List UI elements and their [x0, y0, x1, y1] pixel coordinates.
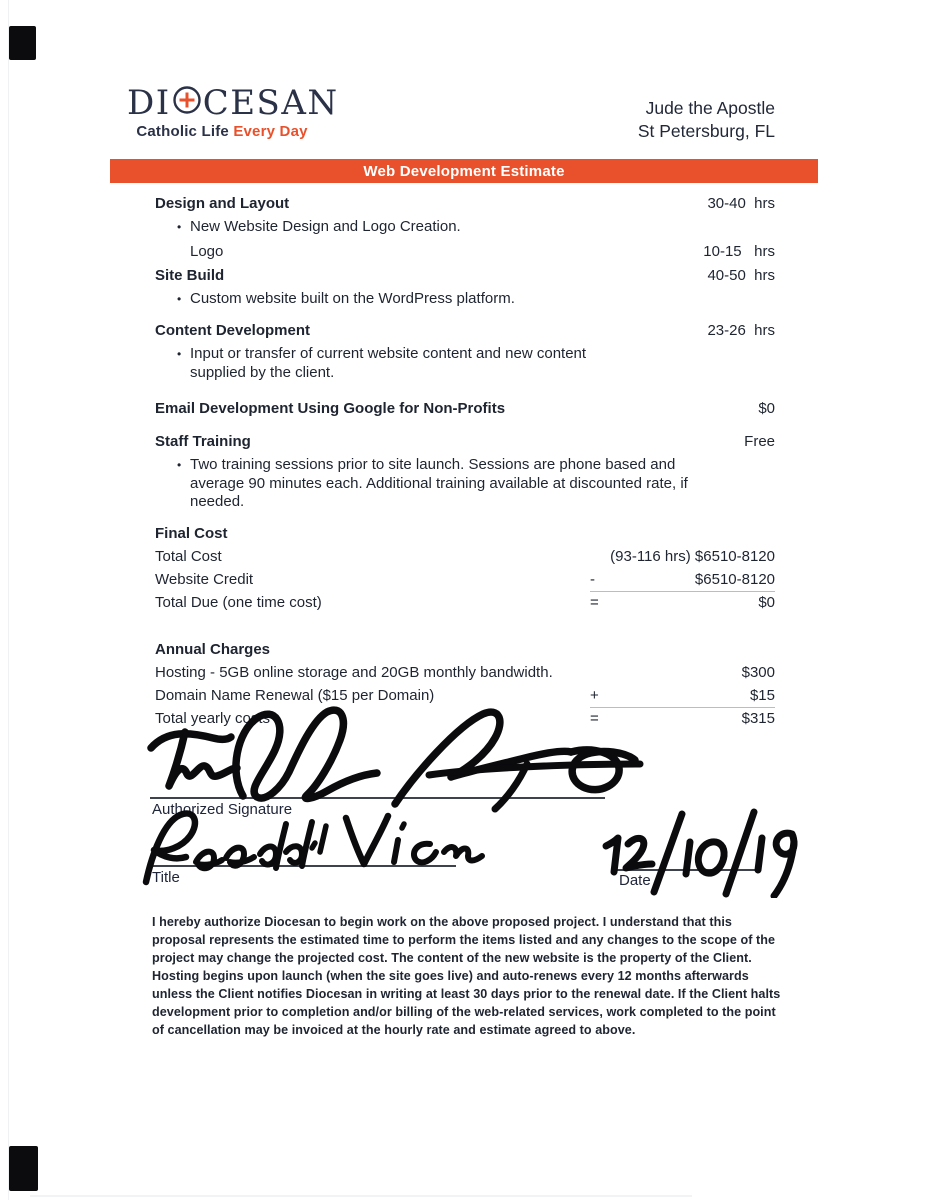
scan-edge-line — [8, 0, 9, 1200]
row-value: $315 — [741, 709, 775, 727]
bullet-list — [155, 216, 775, 240]
operator-symbol: + — [590, 686, 599, 704]
bullet-list — [155, 343, 775, 385]
scan-corner-mark-top — [9, 26, 36, 60]
operator-symbol: = — [590, 709, 599, 727]
authorization-terms: I hereby authorize Diocesan to begin work on the above proposed project. I understand that this proposal represents the estimated time to perform the items listed and any changes to the scope of the project may change the projected cost. The content of the new website is the property of the Client. Hosting begins upon launch (when the site goes live) and auto-renews every 12 months afterwards unless the Client notifies Diocesan in writing at least 30 days prior to the renewal date. If the Client halts development prior to completion and/or billing of the web-related services, work completed to the point of cancellation may be invoiced at the hourly rate and estimate agreed to above. — [152, 915, 781, 1037]
bullet-line — [155, 364, 775, 383]
row-value: (93-116 hrs) $6510-8120 — [610, 547, 775, 565]
bullet-icon: • — [177, 220, 182, 234]
client-location: St Petersburg, FL — [637, 121, 775, 141]
row-label: Total yearly costs — [155, 709, 271, 727]
bullet-text: average 90 minutes each. Additional training available at discounted rate, if — [190, 474, 688, 492]
tagline-accent: Every Day — [233, 123, 308, 140]
bullet-line — [155, 493, 775, 512]
row-value-group — [703, 240, 775, 264]
estimate-rows — [155, 192, 775, 730]
bullet-list — [155, 288, 775, 312]
row-label: Website Credit — [155, 570, 254, 588]
estimate-row — [155, 545, 775, 568]
row-value-group — [707, 192, 775, 216]
bullet-text: New Website Design and Logo Creation. — [190, 218, 461, 235]
row-label: Design and Layout — [155, 195, 290, 212]
bullet-list — [155, 454, 775, 515]
tagline-primary: Catholic Life — [136, 123, 229, 140]
row-value: 10-15 hrs — [703, 242, 775, 260]
estimate-section — [155, 319, 775, 385]
bullet-text: Input or transfer of current website content and new content — [190, 345, 587, 362]
row-value: 23-26 hrs — [707, 322, 775, 339]
row-value: 30-40 hrs — [707, 195, 775, 212]
estimate-row — [155, 192, 775, 216]
row-value: $0 — [758, 593, 775, 611]
estimate-row — [155, 568, 775, 591]
bullet-line — [155, 456, 775, 475]
bullet-line — [155, 345, 775, 364]
estimate-section — [155, 522, 775, 614]
section-heading-row — [155, 638, 775, 661]
row-value: Free — [744, 433, 775, 450]
scan-corner-mark-bottom — [9, 1146, 38, 1191]
row-value-group — [590, 661, 775, 684]
title-label: Title — [152, 869, 180, 886]
estimate-section — [155, 430, 775, 515]
estimate-row — [155, 319, 775, 343]
operator-symbol — [588, 545, 610, 568]
logo-word-suffix: CESAN — [202, 83, 339, 123]
row-value-group — [758, 397, 775, 421]
estimate-row — [155, 397, 775, 421]
title-handwriting — [140, 808, 485, 886]
row-value: 40-50 hrs — [707, 266, 775, 284]
date-label: Date — [619, 872, 651, 889]
bullet-line — [155, 218, 775, 237]
row-value-group — [744, 430, 775, 454]
bullet-icon: • — [177, 291, 182, 306]
row-value: $0 — [758, 400, 775, 417]
estimate-row — [155, 240, 775, 264]
row-label: Content Development — [155, 322, 311, 339]
row-label: Total Due (one time cost) — [155, 593, 322, 611]
logo-wordmark — [127, 84, 339, 122]
row-label: Staff Training — [155, 433, 251, 450]
scan-bottom-shadow — [30, 1195, 692, 1197]
row-value-group — [590, 591, 775, 614]
row-label: Final Cost — [155, 524, 228, 542]
operator-symbol: = — [590, 593, 599, 611]
diocesan-logo — [127, 83, 339, 140]
document-title-banner — [110, 159, 818, 183]
row-value: $15 — [749, 686, 775, 704]
estimate-section — [155, 192, 775, 311]
estimate-row — [155, 430, 775, 454]
operator-symbol: - — [590, 570, 595, 588]
bullet-line — [155, 290, 775, 309]
bullet-text: Two training sessions prior to site launch. Sessions are phone based and — [190, 456, 676, 473]
client-name: Jude the Apostle — [645, 98, 775, 118]
bullet-icon: • — [177, 458, 182, 472]
row-label: Site Build — [155, 266, 225, 284]
logo-word-prefix: DI — [127, 83, 171, 123]
circle-cross-icon — [172, 85, 202, 123]
row-label: Email Development Using Google for Non-Profits — [155, 400, 506, 417]
date-handwriting — [596, 806, 808, 898]
signature-scrawl — [145, 702, 645, 814]
row-value-group — [588, 545, 775, 568]
row-label: Total Cost — [155, 547, 222, 565]
operator-symbol — [590, 661, 612, 684]
client-address-block — [638, 97, 775, 143]
row-value: $6510-8120 — [694, 570, 775, 588]
row-label: Annual Charges — [155, 640, 271, 658]
row-label: Domain Name Renewal ($15 per Domain) — [155, 686, 435, 704]
row-label: Logo — [190, 242, 224, 260]
bullet-text: needed. — [190, 493, 245, 510]
estimate-row — [155, 264, 775, 288]
logo-tagline — [127, 124, 317, 140]
bullet-text: Custom website built on the WordPress platform. — [190, 289, 515, 307]
bullet-text: supplied by the client. — [190, 363, 335, 381]
bullet-line — [155, 475, 775, 494]
row-value: $300 — [741, 663, 775, 681]
estimate-row — [155, 591, 775, 614]
row-value-group — [590, 568, 775, 592]
authorized-signature-label: Authorized Signature — [152, 801, 293, 818]
estimate-section — [155, 397, 775, 421]
document-title: Web Development Estimate — [363, 162, 565, 180]
row-value-group — [707, 319, 775, 343]
row-label: Hosting - 5GB online storage and 20GB monthly bandwidth. — [155, 663, 553, 681]
bullet-icon: • — [177, 347, 182, 361]
row-value-group — [707, 264, 775, 288]
section-heading-row — [155, 522, 775, 545]
estimate-row — [155, 661, 775, 684]
